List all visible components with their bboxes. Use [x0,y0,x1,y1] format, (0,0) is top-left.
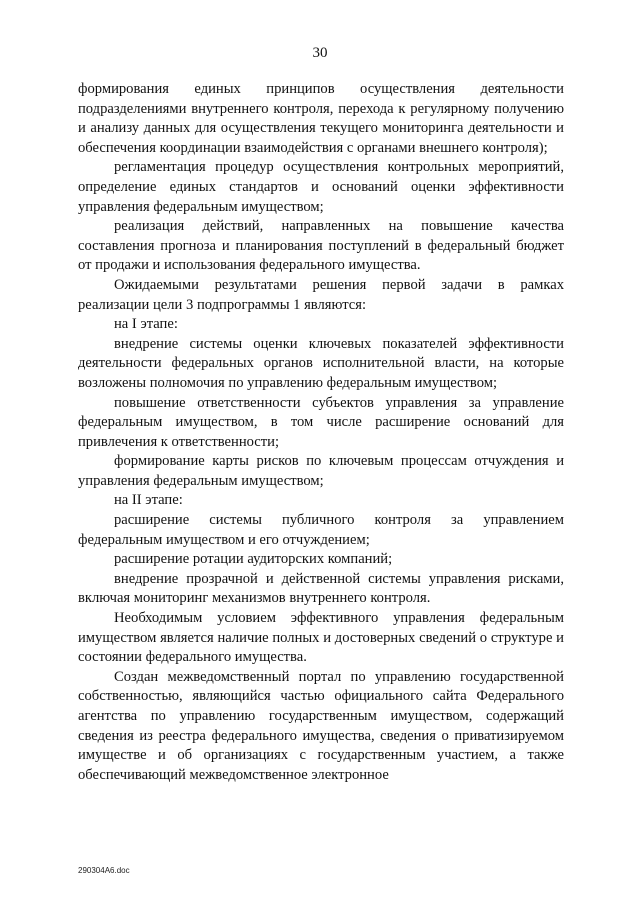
document-body [78,80,564,785]
footer-file-code: 290304А6.doc [78,866,130,875]
paragraph: формирование карты рисков по ключевым процессам отчуждения и управления федеральным имуществом; [78,453,564,489]
paragraph: Создан межведомственный портал по управлению государственной собственностью, являющийся частью официального сайта Федерального агентства по управлению государственным имуществом, содержащий сведения из реестра федерального имущества, сведения о приватизируемом имуществе и об организациях с государственным участием, а также обеспечивающий межведомственное электронное [78,668,564,783]
paragraph: на I этапе: [114,316,178,333]
paragraph: Ожидаемыми результатами решения первой задачи в рамках реализации цели 3 подпрограммы 1 являются: [78,276,564,313]
paragraph: внедрение прозрачной и действенной системы управления рисками, включая мониторинг механизмов внутреннего контроля. [78,570,564,607]
paragraph: повышение ответственности субъектов управления за управление федеральным имуществом, в том числе расширение оснований для привлечения к ответственности; [78,394,564,450]
paragraph: формирования единых принципов осуществления деятельности подразделениями внутреннего контроля, перехода к регулярному получению и анализу данных для осуществления текущего мониторинга деятельности и обеспечения координации взаимодействия с органами внешнего контроля); [78,81,564,156]
paragraph: расширение ротации аудиторских компаний; [114,551,393,568]
paragraph: на II этапе: [114,492,183,509]
paragraph: Необходимым условием эффективного управления федеральным имуществом является наличие полных и достоверных сведений о структуре и состоянии федерального имущества. [78,610,564,666]
paragraph: расширение системы публичного контроля за управлением федеральным имуществом и его отчуждением; [78,512,564,548]
paragraph: внедрение системы оценки ключевых показателей эффективности деятельности федеральных органов исполнительной власти, на которые возложены полномочия по управлению федеральным имуществом; [78,335,564,391]
page-number: 30 [312,45,328,61]
paragraph: регламентация процедур осуществления контрольных мероприятий, определение единых стандартов и оснований оценки эффективности управления федеральным имуществом; [78,159,564,215]
paragraph: реализация действий, направленных на повышение качества составления прогноза и планирования поступлений в федеральный бюджет от продажи и использования федерального имущества. [78,218,564,274]
